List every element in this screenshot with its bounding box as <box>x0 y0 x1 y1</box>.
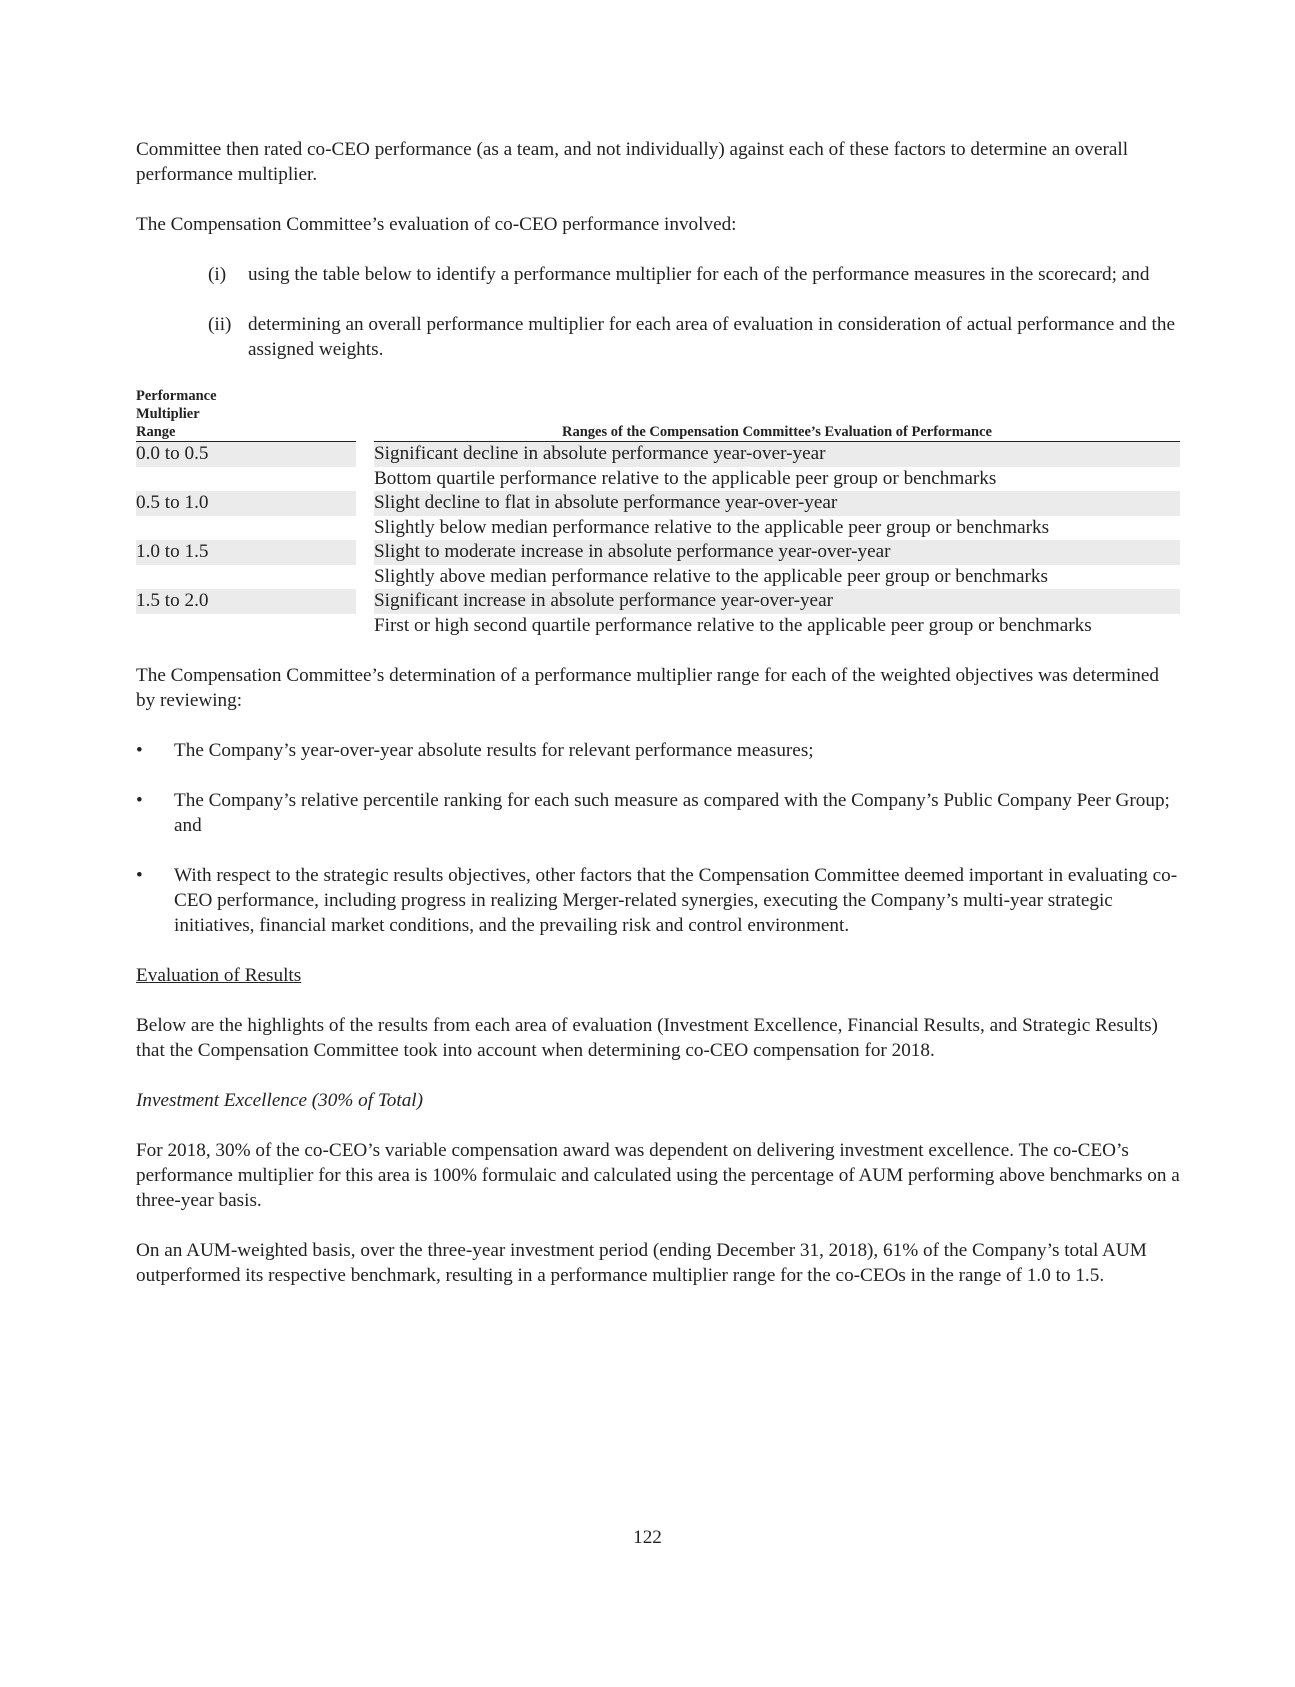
list-item <box>136 738 1180 763</box>
review-bullet-list <box>136 738 1180 938</box>
table-row <box>136 467 1180 492</box>
absolute-cell: Slight decline to flat in absolute performance year-over-year <box>374 491 1180 516</box>
investment-results-paragraph: On an AUM-weighted basis, over the three-year investment period (ending December 31, 2018), 61% of the Company’s total AUM outperformed its respective benchmark, resulting in a performance multiplier range for the co-CEOs in the range of 1.0 to 1.5. <box>136 1240 1147 1286</box>
table-row <box>136 614 1180 639</box>
subsection-heading: Investment Excellence (30% of Total) <box>136 1090 424 1111</box>
table-row <box>136 516 1180 541</box>
table-row <box>136 491 1180 516</box>
bullet-text: With respect to the strategic results objectives, other factors that the Compensation Committee deemed important in evaluating co-CEO performance, including progress in realizing Merger-related synergies, executing the Company’s multi-year strategic initiatives, financial market conditions, and the prevailing risk and control environment. <box>174 865 1178 936</box>
bullet-text: The Company’s year-over-year absolute results for relevant performance measures; <box>174 740 814 761</box>
determination-paragraph: The Compensation Committee’s determination of a performance multiplier range for each of the weighted objectives was determined by reviewing: <box>136 665 1159 711</box>
relative-cell: First or high second quartile performance relative to the applicable peer group or benchmarks <box>374 614 1092 636</box>
intro-paragraph: Committee then rated co-CEO performance (as a team, and not individually) against each of these factors to determine an overall performance multiplier. <box>136 139 1129 185</box>
evaluation-step <box>208 312 1180 362</box>
table-row <box>136 589 1180 614</box>
range-cell: 0.0 to 0.5 <box>136 442 356 467</box>
table-row <box>136 540 1180 565</box>
range-cell: 0.5 to 1.0 <box>136 491 356 516</box>
absolute-cell: Slight to moderate increase in absolute performance year-over-year <box>374 540 1180 565</box>
page-number: 122 <box>633 1527 662 1548</box>
table-row <box>136 565 1180 590</box>
header-evaluation-ranges: Ranges of the Compensation Committee’s Evaluation of Performance <box>374 423 1180 442</box>
bullet-icon: • <box>136 865 143 886</box>
relative-cell: Slightly above median performance relative to the applicable peer group or benchmarks <box>374 565 1048 587</box>
relative-cell: Slightly below median performance relative to the applicable peer group or benchmarks <box>374 516 1050 538</box>
highlights-paragraph: Below are the highlights of the results from each area of evaluation (Investment Excellence, Financial Results, and Strategic Results) that the Compensation Committee took into account when determining co-CEO compensation for 2018. <box>136 1015 1158 1061</box>
bullet-text: The Company’s relative percentile ranking for each such measure as compared with the Company’s Public Company Peer Group; and <box>174 790 1170 836</box>
performance-multiplier-table <box>136 387 1180 638</box>
list-item <box>136 788 1180 838</box>
step-marker: (i) <box>208 264 227 285</box>
step-marker: (ii) <box>208 314 232 335</box>
range-cell: 1.0 to 1.5 <box>136 540 356 565</box>
step-text: determining an overall performance multiplier for each area of evaluation in consideration of actual performance and the assigned weights. <box>248 314 1175 360</box>
absolute-cell: Significant increase in absolute performance year-over-year <box>374 589 1180 614</box>
evaluation-intro: The Compensation Committee’s evaluation of co-CEO performance involved: <box>136 214 737 235</box>
evaluation-steps-list <box>208 262 1180 362</box>
evaluation-step <box>208 262 1180 287</box>
step-text: using the table below to identify a performance multiplier for each of the performance measures in the scorecard; and <box>248 264 1150 285</box>
absolute-cell: Significant decline in absolute performance year-over-year <box>374 442 1180 467</box>
investment-paragraph: For 2018, 30% of the co-CEO’s variable compensation award was dependent on delivering investment excellence. The co-CEO’s performance multiplier for this area is 100% formulaic and calculated using the percentage of AUM performing above benchmarks on a three-year basis. <box>136 1140 1180 1211</box>
section-heading: Evaluation of Results <box>136 965 302 986</box>
list-item <box>136 863 1180 938</box>
table-header <box>136 387 1180 442</box>
table-row <box>136 442 1180 467</box>
page-content <box>136 137 1180 1288</box>
bullet-icon: • <box>136 790 143 811</box>
header-multiplier-range: Performance Multiplier Range <box>136 387 356 442</box>
bullet-icon: • <box>136 740 143 761</box>
relative-cell: Bottom quartile performance relative to the applicable peer group or benchmarks <box>374 467 997 489</box>
range-cell: 1.5 to 2.0 <box>136 589 356 614</box>
